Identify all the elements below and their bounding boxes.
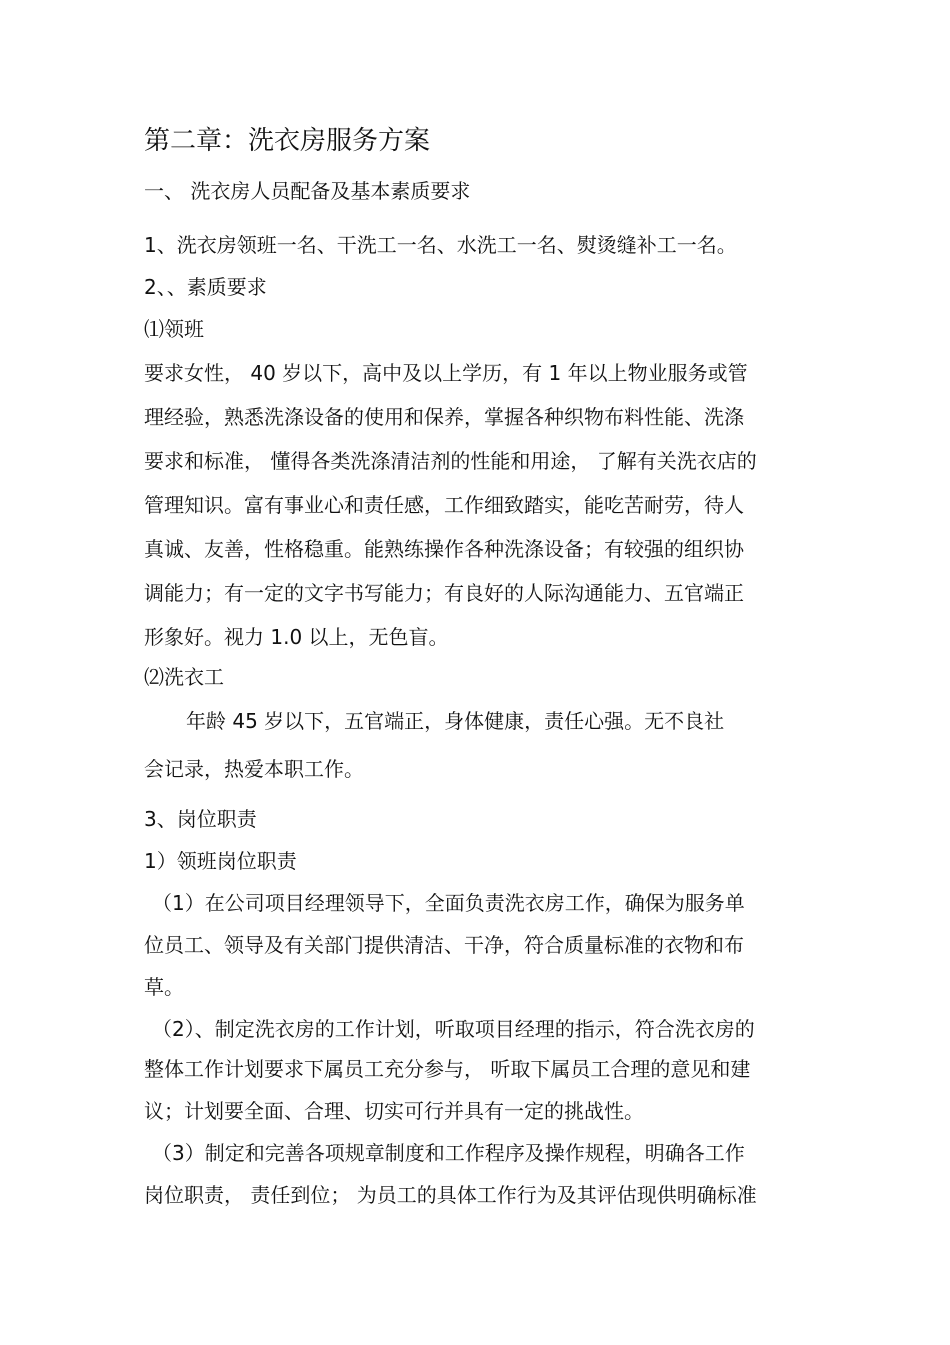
body-line: ⑵洗衣工 — [144, 665, 224, 689]
body-line: （2）、制定洗衣房的工作计划，听取项目经理的指示，符合洗衣房的 — [152, 1017, 755, 1041]
body-line: 管理知识。富有事业心和责任感，工作细致踏实，能吃苦耐劳，待人 — [144, 493, 744, 517]
body-line: 会记录，热爱本职工作。 — [144, 757, 364, 781]
section-heading: 一、 洗衣房人员配备及基本素质要求 — [144, 179, 471, 203]
body-line: ⑴领班 — [144, 317, 204, 341]
page-title: 第二章：洗衣房服务方案 — [144, 126, 431, 156]
body-line: 1）领班岗位职责 — [144, 849, 297, 873]
body-line: 2、、素质要求 — [144, 275, 267, 299]
body-line: 要求和标准， 懂得各类洗涤清洁剂的性能和用途， 了解有关洗衣店的 — [144, 449, 757, 473]
body-line: 年龄 45 岁以下，五官端正，身体健康，责任心强。无不良社 — [186, 709, 725, 733]
body-line: 位员工、领导及有关部门提供清洁、干净，符合质量标准的衣物和布 — [144, 933, 744, 957]
body-line: 要求女性， 40 岁以下，高中及以上学历，有 1 年以上物业服务或管 — [144, 361, 748, 385]
body-line: 3、岗位职责 — [144, 807, 257, 831]
body-line: （3）制定和完善各项规章制度和工作程序及操作规程，明确各工作 — [152, 1141, 745, 1165]
body-line: 草。 — [144, 975, 184, 999]
body-line: 1、洗衣房领班一名、干洗工一名、水洗工一名、熨烫缝补工一名。 — [144, 233, 737, 257]
body-line: （1）在公司项目经理领导下，全面负责洗衣房工作，确保为服务单 — [152, 891, 745, 915]
body-line: 议；计划要全面、合理、切实可行并具有一定的挑战性。 — [144, 1099, 644, 1123]
body-line: 岗位职责， 责任到位； 为员工的具体工作行为及其评估现供明确标准 — [144, 1183, 757, 1207]
body-line: 形象好。视力 1.0 以上，无色盲。 — [144, 625, 449, 649]
body-line: 整体工作计划要求下属员工充分参与， 听取下属员工合理的意见和建 — [144, 1057, 751, 1081]
body-line: 理经验，熟悉洗涤设备的使用和保养，掌握各种织物布料性能、洗涤 — [144, 405, 744, 429]
body-line: 真诚、友善，性格稳重。能熟练操作各种洗涤设备；有较强的组织协 — [144, 537, 744, 561]
body-line: 调能力；有一定的文字书写能力；有良好的人际沟通能力、五官端正 — [144, 581, 744, 605]
